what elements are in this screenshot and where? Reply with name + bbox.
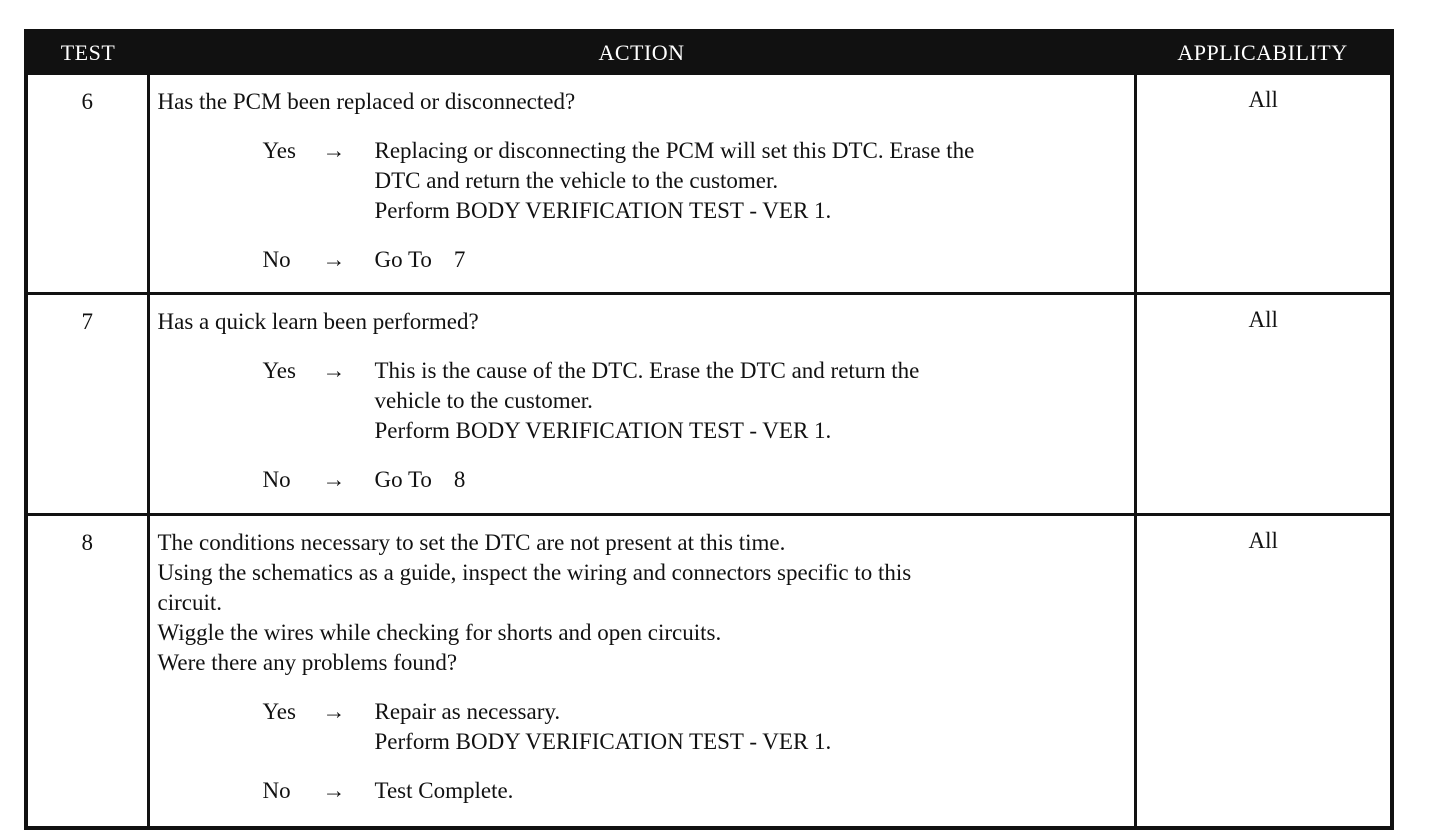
- no-answer: [263, 465, 1128, 495]
- right-arrow-icon: →: [322, 358, 346, 383]
- no-answer: [263, 776, 1128, 806]
- yes-label: Yes: [262, 358, 296, 383]
- goto-target: 8: [453, 467, 466, 492]
- question-line: The conditions necessary to set the DTC are not present at this time.: [157, 530, 786, 555]
- action-cell: [148, 294, 1135, 515]
- table-row: [26, 294, 1392, 515]
- goto-target: 7: [453, 247, 466, 272]
- right-arrow-icon: →: [322, 467, 346, 492]
- yes-label: Yes: [262, 699, 296, 724]
- question: [158, 528, 1128, 678]
- yes-line: Replacing or disconnecting the PCM will set this DTC. Erase the: [374, 138, 975, 163]
- yes-line: This is the cause of the DTC. Erase the DTC and return the: [374, 358, 920, 383]
- test-number: 7: [26, 294, 148, 515]
- yes-line: Perform BODY VERIFICATION TEST - VER 1.: [374, 198, 832, 223]
- yes-line: Repair as necessary.: [374, 699, 561, 724]
- header-action: ACTION: [148, 31, 1135, 74]
- yes-answer: [263, 697, 1128, 757]
- diagnostic-test-table: [24, 29, 1394, 830]
- yes-line: DTC and return the vehicle to the customer.: [374, 168, 779, 193]
- no-label: No: [262, 247, 291, 272]
- no-text: [375, 245, 1128, 275]
- question-line: Has a quick learn been performed?: [157, 309, 479, 334]
- yes-line: Perform BODY VERIFICATION TEST - VER 1.: [374, 729, 832, 754]
- yes-line: vehicle to the customer.: [374, 388, 593, 413]
- table-row: [26, 515, 1392, 829]
- right-arrow-icon: →: [322, 138, 346, 163]
- applicability-value: All: [1135, 74, 1392, 294]
- yes-text: [375, 136, 1128, 226]
- test-complete-label: Test Complete.: [374, 778, 514, 803]
- action-cell: [148, 74, 1135, 294]
- applicability-value: All: [1135, 515, 1392, 829]
- yes-line: Perform BODY VERIFICATION TEST - VER 1.: [374, 418, 832, 443]
- table-header-row: [26, 31, 1392, 74]
- action-cell: [148, 515, 1135, 829]
- question-line: Using the schematics as a guide, inspect the wiring and connectors specific to this: [157, 560, 912, 585]
- question-line: circuit.: [157, 590, 222, 615]
- yes-answer: [263, 136, 1128, 226]
- goto-label: Go To: [374, 467, 432, 492]
- no-text: [375, 776, 1128, 806]
- goto-label: Go To: [374, 247, 432, 272]
- yes-text: [375, 697, 1128, 757]
- question: [158, 307, 1128, 337]
- question-line: Has the PCM been replaced or disconnected?: [157, 89, 576, 114]
- no-label: No: [262, 778, 291, 803]
- answers: [158, 136, 1128, 275]
- no-answer: [263, 245, 1128, 275]
- question: [158, 87, 1128, 117]
- applicability-value: All: [1135, 294, 1392, 515]
- yes-label: Yes: [262, 138, 296, 163]
- yes-answer: [263, 356, 1128, 446]
- header-applicability: APPLICABILITY: [1135, 31, 1392, 74]
- question-line: Wiggle the wires while checking for shorts and open circuits.: [157, 620, 722, 645]
- answers: [158, 697, 1128, 806]
- answers: [158, 356, 1128, 495]
- yes-text: [375, 356, 1128, 446]
- right-arrow-icon: →: [322, 699, 346, 724]
- no-label: No: [262, 467, 291, 492]
- header-test: TEST: [26, 31, 148, 74]
- no-text: [375, 465, 1128, 495]
- table-row: [26, 74, 1392, 294]
- right-arrow-icon: →: [322, 778, 346, 803]
- test-number: 8: [26, 515, 148, 829]
- question-line: Were there any problems found?: [157, 650, 458, 675]
- right-arrow-icon: →: [322, 247, 346, 272]
- diagnostic-page: [24, 29, 1390, 830]
- test-number: 6: [26, 74, 148, 294]
